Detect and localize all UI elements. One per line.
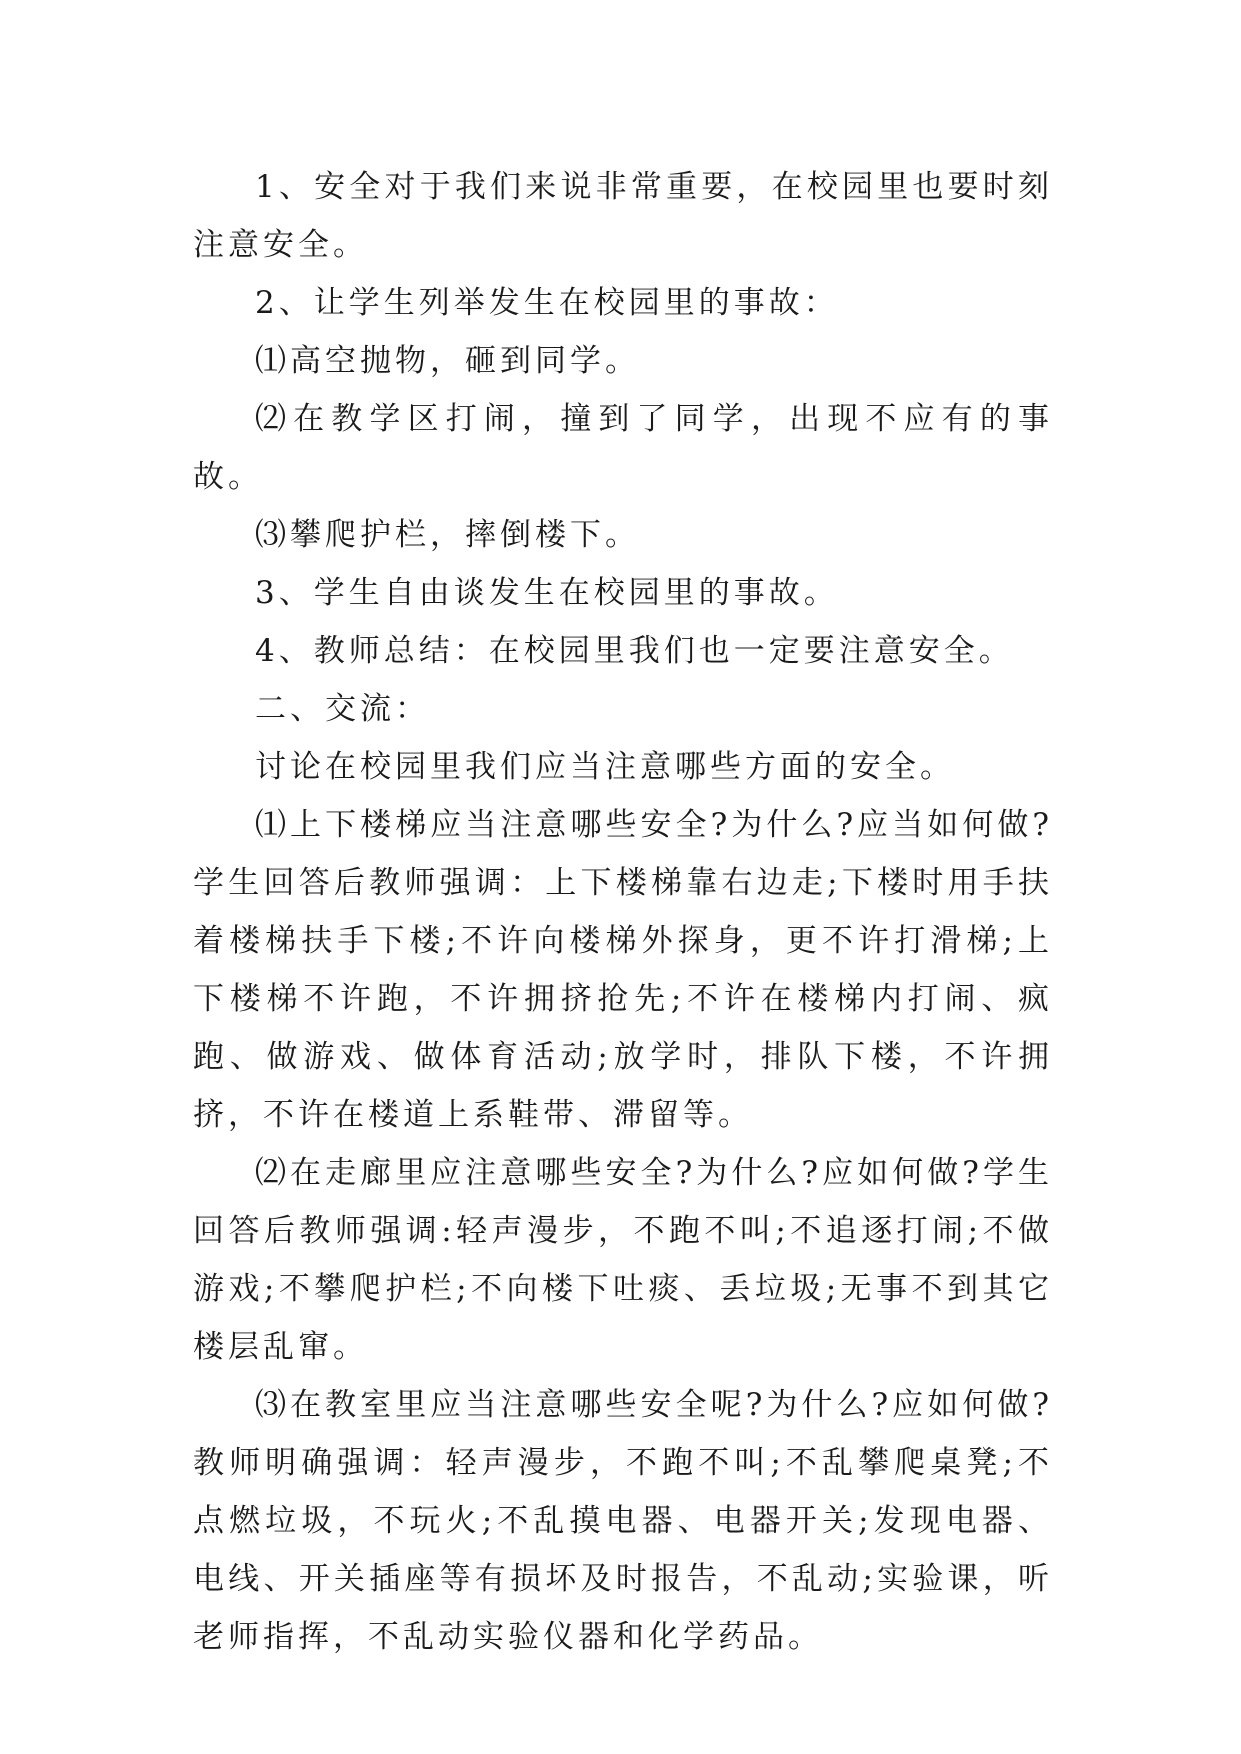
paragraph-free-discussion: 3、学生自由谈发生在校园里的事故。 (255, 575, 839, 611)
paragraph-stairs-safety: ⑴上下楼梯应当注意哪些安全?为什么?应当如何做?学生回答后教师强调：上下楼梯靠右边走;下楼时用手扶着楼梯扶手下楼;不许向楼梯外探身，更不许打滑梯;上下楼梯不许跑，不许拥挤抢先;不许在楼梯内打闹、疯跑、做游戏、做体育活动;放学时，排队下楼，不许拥挤，不许在楼道上系鞋带、滞留等。 (193, 807, 1053, 1133)
paragraph-accident-2: ⑵在教学区打闹，撞到了同学，出现不应有的事故。 (193, 401, 1053, 495)
paragraph-classroom-safety: ⑶在教室里应当注意哪些安全呢?为什么?应如何做?教师明确强调：轻声漫步，不跑不叫;不乱攀爬桌凳;不点燃垃圾，不玩火;不乱摸电器、电器开关;发现电器、电线、开关插座等有损坏及时报告，不乱动;实验课，听老师指挥，不乱动实验仪器和化学药品。 (193, 1387, 1053, 1655)
paragraph-list-accidents: 2、让学生列举发生在校园里的事故： (255, 285, 839, 321)
paragraph-discussion-topic: 讨论在校园里我们应当注意哪些方面的安全。 (255, 749, 955, 785)
paragraph-accident-3: ⑶攀爬护栏，摔倒楼下。 (255, 517, 640, 553)
section-heading-exchange: 二、交流： (255, 691, 430, 727)
document-body (193, 158, 1053, 1666)
paragraph-safety-importance: 1、安全对于我们来说非常重要，在校园里也要时刻注意安全。 (193, 169, 1053, 263)
paragraph-accident-1: ⑴高空抛物，砸到同学。 (255, 343, 640, 379)
paragraph-corridor-safety: ⑵在走廊里应注意哪些安全?为什么?应如何做?学生回答后教师强调:轻声漫步，不跑不叫;不追逐打闹;不做游戏;不攀爬护栏;不向楼下吐痰、丢垃圾;无事不到其它楼层乱窜。 (193, 1155, 1053, 1365)
paragraph-teacher-summary: 4、教师总结：在校园里我们也一定要注意安全。 (255, 633, 1014, 669)
